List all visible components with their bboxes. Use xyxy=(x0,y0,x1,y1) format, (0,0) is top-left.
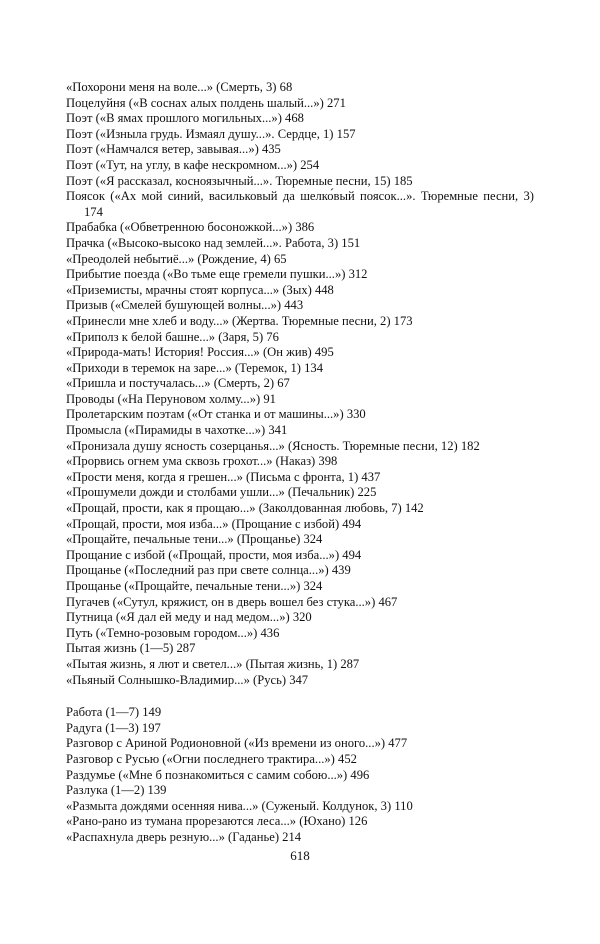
index-entry: Поэт («Изныла грудь. Измаял душу...». Сердце, 1) 157 xyxy=(66,126,356,141)
index-entry: «Пьяный Солнышко-Владимир...» (Русь) 347 xyxy=(66,672,309,687)
index-entry: «Прорвись огнем ума сквозь грохот...» (Наказ) 398 xyxy=(66,454,338,469)
index-entry: Пролетарским поэтам («От станка и от машины...») 330 xyxy=(66,407,366,422)
index-block-p xyxy=(66,80,534,688)
index-entry: Работа (1—7) 149 xyxy=(66,705,162,720)
index-entry: «Принесли мне хлеб и воду...» (Жертва. Тюремные песни, 2) 173 xyxy=(66,313,413,328)
index-entry: «Прощай, прости, как я прощаю...» (Заколдованная любовь, 7) 142 xyxy=(66,501,424,516)
index-block-r xyxy=(66,705,534,845)
index-entry: Прощание с избой («Прощай, прости, моя изба...») 494 xyxy=(66,547,362,562)
index-page xyxy=(66,80,534,846)
index-entry: «Рано-рано из тумана прорезаются леса...» (Юхано) 126 xyxy=(66,814,368,829)
index-entry: «Пронизала душу ясность созерцанья...» (Ясность. Тюремные песни, 12) 182 xyxy=(66,438,480,453)
index-entry: Прачка («Высоко-высоко над землей...». Работа, 3) 151 xyxy=(66,235,361,250)
index-entry: Разговор с Русью («Огни последнего трактира...») 452 xyxy=(66,751,357,766)
index-entry: «Пытая жизнь, я лют и светел...» (Пытая жизнь, 1) 287 xyxy=(66,656,360,671)
index-entry: «Преодолей небытиё...» (Рождение, 4) 65 xyxy=(66,251,287,266)
index-entry: «Прошумели дожди и столбами ушли...» (Печальник) 225 xyxy=(66,485,377,500)
index-entry: Призыв («Смелей бушующей волны...») 443 xyxy=(66,298,304,313)
index-entry: Раздумье («Мне б познакомиться с самим собою...») 496 xyxy=(66,767,370,782)
index-entry: Пугачев («Сутул, кряжист, он в дверь вошел без стука...») 467 xyxy=(66,594,398,609)
index-entry: Проводы («На Перуновом холму...») 91 xyxy=(66,391,276,406)
index-entry: Разговор с Ариной Родионовной («Из времени из оного...») 477 xyxy=(66,736,408,751)
index-entry: Поэт («Я рассказал, косноязычный...». Тюремные песни, 15) 185 xyxy=(66,173,413,188)
index-entry: Прощанье («Прощайте, печальные тени...») 324 xyxy=(66,579,323,593)
index-entry: «Похорони меня на воле...» (Смерть, 3) 68 xyxy=(66,80,293,94)
index-entry: Поэт («В ямах прошлого могильных...») 468 xyxy=(66,111,304,126)
index-entry: Прибытие поезда («Во тьме еще гремели пушки...») 312 xyxy=(66,267,368,282)
index-entry: Прабабка («Обветренною босоножкой...») 386 xyxy=(66,220,315,235)
index-entry: Поэт («Тут, на углу, в кафе нескромном...») 254 xyxy=(66,157,320,172)
index-entry: Разлука (1—2) 139 xyxy=(66,783,167,798)
index-entry: «Прощайте, печальные тени...» (Прощанье) 324 xyxy=(66,532,323,547)
index-entry: Поцелуйня («В соснах алых полдень шалый...») 271 xyxy=(66,95,346,110)
section-gap xyxy=(66,688,534,705)
index-entry: Промысла («Пирамиды в чахотке...») 341 xyxy=(66,423,288,438)
index-entry: Пытая жизнь (1—5) 287 xyxy=(66,641,196,656)
index-entry: «Природа-мать! История! Россия...» (Он жив) 495 xyxy=(66,345,334,360)
index-entry: «Размыта дождями осенняя нива...» (Суженый. Колдунок, 3) 110 xyxy=(66,798,413,813)
index-entry: Поэт («Намчался ветер, завывая...») 435 xyxy=(66,142,281,157)
index-entry: «Приземисты, мрачны стоят корпуса...» (Зых) 448 xyxy=(66,282,334,297)
index-entry: Путь («Темно-розовым городом...») 436 xyxy=(66,625,280,640)
index-entry: Поясок («Ах мой синий, васильковый да шелко́вый поясок...». Тюремные песни, 3) 174 xyxy=(66,189,534,219)
index-entry: Радуга (1—3) 197 xyxy=(66,720,161,735)
index-entry: «Приходи в теремок на заре...» (Теремок, 1) 134 xyxy=(66,360,323,375)
page-number: 618 xyxy=(290,848,310,863)
index-entry: «Прощай, прости, моя изба...» (Прощание с избой) 494 xyxy=(66,516,362,531)
index-entry: «Пришла и постучалась...» (Смерть, 2) 67 xyxy=(66,376,290,391)
index-entry: Прощанье («Последний раз при свете солнца...») 439 xyxy=(66,563,351,578)
index-entry: «Распахнула дверь резную...» (Гаданье) 214 xyxy=(66,829,302,844)
index-entry: «Приполз к белой башне...» (Заря, 5) 76 xyxy=(66,329,279,344)
index-entry: Путница («Я дал ей меду и над медом...») 320 xyxy=(66,610,312,625)
index-entry: «Прости меня, когда я грешен...» (Письма с фронта, 1) 437 xyxy=(66,469,381,484)
